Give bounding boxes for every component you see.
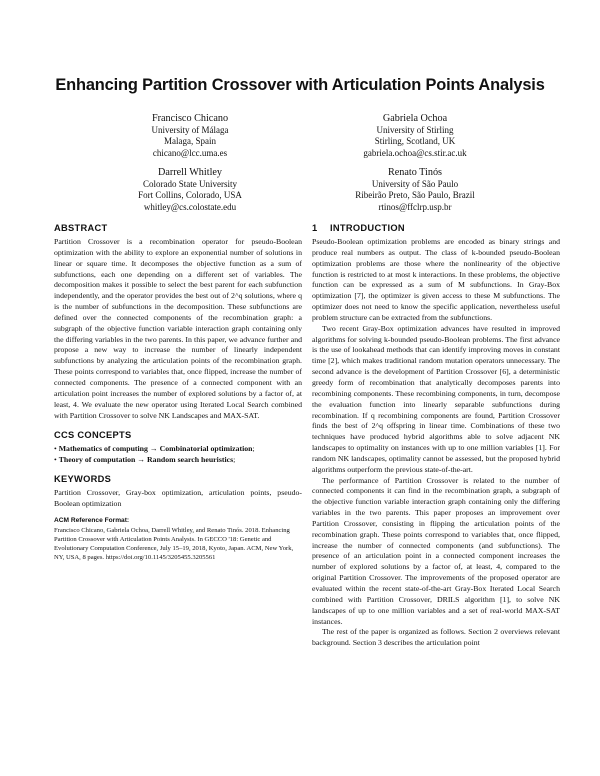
left-column bbox=[54, 222, 302, 563]
intro-paragraph: The rest of the paper is organized as follows. Section 2 overviews relevant background. Section 3 describes the articulation point bbox=[312, 627, 560, 648]
ccs-item: • Theory of computation → Random search heuristics; bbox=[54, 455, 236, 465]
author-block bbox=[335, 166, 495, 213]
author-name: Gabriela Ochoa bbox=[382, 113, 448, 124]
intro-paragraph: The performance of Partition Crossover is related to the number of connected components it can find in the recombination graph, a subgraph of the objective function variable interaction graph containing only the differing variables in the two parents. This paper proposes an improvement over Partition Crossover, consisting in flipping the articulation points of the recombination graph. These points correspond to variables that, once flipped, increase the number of connected components (and subfunctions). The presence of an articulation point in a connected component increases the number of explored solutions by a factor of, at least, 4, compared to the original Partition Crossover. The improvements of the proposed operator are evaluated within the recent state-of-the-art Gray-Box Iterated Local Search combined with Partition Crossover, DRILS algorithm [1], to solve NK landscapes of up to one million variables and a set of real-world MAX-SAT instances. bbox=[312, 475, 560, 626]
acm-reference bbox=[54, 516, 302, 563]
author-name: Renato Tinós bbox=[387, 167, 443, 178]
author-email: rtinos@ffclrp.usp.br bbox=[378, 201, 452, 212]
author-location: Fort Collins, Colorado, USA bbox=[138, 190, 242, 201]
abstract-heading: ABSTRACT bbox=[54, 223, 108, 233]
section-heading bbox=[312, 222, 560, 234]
ccs-separator: ; bbox=[252, 444, 255, 454]
author-affiliation: University of Stirling bbox=[376, 125, 454, 135]
ccs-item: • Mathematics of computing → Combinatorial optimization; bbox=[54, 444, 255, 454]
ccs-separator: ; bbox=[233, 455, 236, 465]
author-email: chicano@lcc.uma.es bbox=[152, 147, 228, 158]
author-affiliation: Colorado State University bbox=[143, 179, 237, 189]
abstract-text: Partition Crossover is a recombination operator for pseudo-Boolean optimization with the ability to explore an exponential number of solutions in linear or square time. It decomposes the objective function as a sum of subfunctions, each one depending on a different set of variables. The decomposition makes it possible to select the best parent for each subfunction independently, and the operator provides the best out of 2^q solutions, where q is the number of subfunctions in the decomposition. These subfunctions are defined over the connected components of the recombination graph: a subgraph of the objective function variable interaction graph containing only the differing variables in the two parents. In this paper, we advance further and propose a new way to increase the number of linearly independent subfunctions by analyzing the articulation points of the recombination graph. These points correspond to variables that, once flipped, increase the number of connected components. The presence of a connected component with an articulation point increases the number of explored solutions by a factor of, at least, 4. We evaluate the new operator using Iterated Local Search combined with Partition Crossover to solve NK Landscapes and MAX-SAT. bbox=[54, 237, 302, 420]
author-block bbox=[110, 112, 270, 159]
right-column bbox=[312, 222, 560, 649]
author-email: whitley@cs.colostate.edu bbox=[143, 201, 237, 212]
author-name: Darrell Whitley bbox=[157, 167, 223, 178]
ccs-section bbox=[54, 429, 302, 466]
author-location: Stirling, Scotland, UK bbox=[374, 136, 456, 147]
author-location: Malaga, Spain bbox=[164, 136, 216, 147]
author-block bbox=[335, 112, 495, 159]
keywords-heading: KEYWORDS bbox=[54, 474, 112, 485]
author-name: Francisco Chicano bbox=[151, 113, 229, 124]
section-number: 1 bbox=[312, 223, 318, 233]
author-email: gabriela.ochoa@cs.stir.ac.uk bbox=[363, 147, 467, 158]
acm-reference-heading: ACM Reference Format: bbox=[54, 516, 130, 524]
keywords-section bbox=[54, 473, 302, 510]
keywords-text: Partition Crossover, Gray-box optimization, articulation points, pseudo-Boolean optimization bbox=[54, 488, 302, 508]
acm-reference-text: Francisco Chicano, Gabriela Ochoa, Darrell Whitley, and Renato Tinós. 2018. Enhancing Partition Crossover with Articulation Points Analysis. In GECCO '18: Genetic and Evolutionary Computation Conference, July 15–19, 2018, Kyoto, Japan. ACM, New York, NY, USA, 8 pages. https://doi.org/10.1145/3205455.3205561 bbox=[54, 526, 294, 562]
author-affiliation: University of São Paulo bbox=[371, 179, 459, 189]
ccs-concept: Mathematics of computing → Combinatorial optimization bbox=[58, 444, 253, 454]
ccs-list bbox=[54, 444, 302, 466]
ccs-concept: Theory of computation → Random search heuristics bbox=[58, 455, 234, 465]
author-location: Ribeirão Preto, São Paulo, Brazil bbox=[355, 190, 475, 201]
abstract-section bbox=[54, 222, 302, 421]
ccs-heading: CCS CONCEPTS bbox=[54, 430, 132, 441]
author-block bbox=[110, 166, 270, 213]
intro-paragraph: Pseudo-Boolean optimization problems are encoded as binary strings and produce real numbers as output. The class of k-bounded pseudo-Boolean optimization problems are those where the nonlinearity of the objective function is restricted to at most k interactions. In these problems, the objective function can be expressed as a sum of M subfunctions. In Gray-Box optimization [7], the optimizer is given access to these M subfunctions. The optimizer does not need to know the specific application, nevertheless useful problem structure can be extracted from the subfunctions. bbox=[312, 237, 560, 322]
author-affiliation: University of Málaga bbox=[151, 125, 229, 135]
section-title: INTRODUCTION bbox=[330, 223, 405, 233]
paper-title: Enhancing Partition Crossover with Articulation Points Analysis bbox=[55, 76, 545, 94]
intro-paragraph: Two recent Gray-Box optimization advances have resulted in improved algorithms for solving k-bounded pseudo-Boolean problems. The first advance is the use of lookahead methods that can identify improving moves in constant time [2], which makes traditional random mutation operators unnecessary. The second advance is the development of Partition Crossover [6], a deterministic greedy form of recombination that analytically decomposes parents into recombining components. These recombining components, in turn, decompose the evaluation function into linearly separable subfunctions during recombination. If q recombining components are found, Partition Crossover finds the best of 2^q offspring in linear time. Combinations of these two techniques have produced hybrid algorithms able to solve adjacent NK landscapes to optimality on instances with up to one million variables [1]. For random NK landscapes, optimality cannot be assessed, but the proposed hybrid algorithms outperform the previous state-of-the-art. bbox=[312, 323, 560, 474]
